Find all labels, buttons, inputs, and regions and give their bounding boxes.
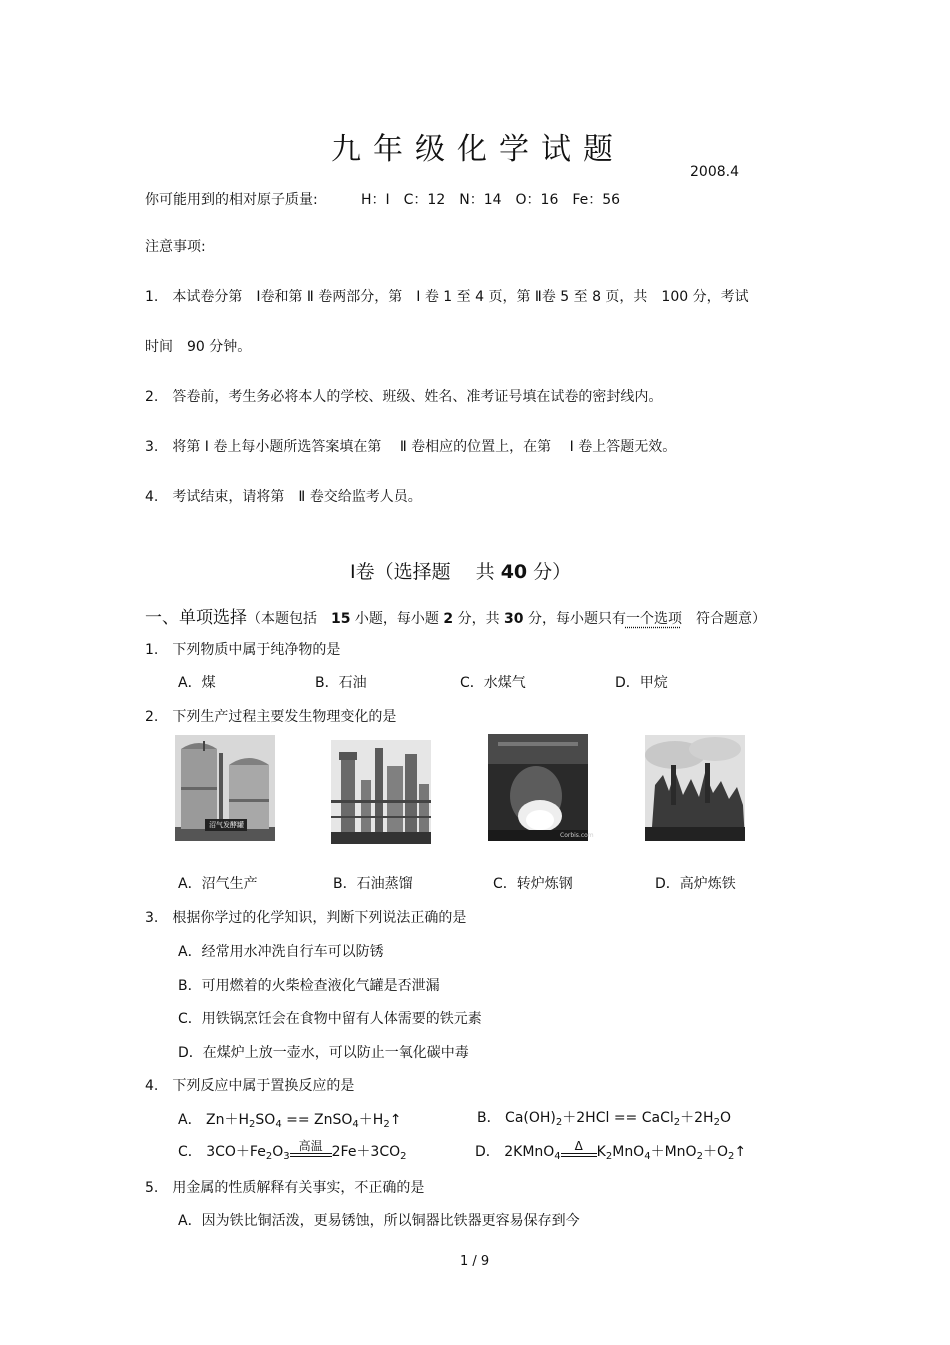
q4-b-label: B． (477, 1110, 501, 1126)
page-number: 1 / 9 (460, 1254, 490, 1269)
q4-a-label: A． (178, 1112, 202, 1128)
q4-d-equation: 2KMnO$_4$ Δ $K_2MnO_4+MnO_2+O_2↑$ (499, 1139, 747, 1162)
q4-option-b (477, 1109, 731, 1127)
part-desc: 分，每小题只有 (523, 611, 626, 627)
q4-stem: 4. 下列反应中属于置换反应的是 (145, 1078, 355, 1094)
refinery-photo (331, 740, 431, 844)
biogas-photo-caption: 沼气发酵罐 (209, 821, 244, 829)
q3-option-d: D．在煤炉上放一壶水，可以防止一氧化碳中毒 (178, 1045, 469, 1061)
q4-a-equation: $Zn+H_2SO_4$ == $ZnSO_4+H_2↑$ (201, 1112, 402, 1130)
biogas-tank-photo (175, 735, 275, 841)
part-name: 一、单项选择 (145, 608, 247, 628)
q4-c-equation: $3CO+Fe_2O_3$ 高温 $2Fe+3CO_2$ (201, 1139, 407, 1162)
part-num: 15 (331, 611, 351, 627)
q4-option-d (475, 1139, 747, 1165)
condition-high-temp: 高温 (298, 1139, 323, 1153)
q2-option-b: B．石油蒸馏 (333, 876, 413, 892)
part-desc: 分，共 (453, 611, 505, 627)
q4-option-c (178, 1139, 407, 1165)
q4-d-label: D． (475, 1144, 500, 1160)
q5-stem: 5. 用金属的性质解释有关事实，不正确的是 (145, 1180, 425, 1196)
notes-heading: 注意事项: (145, 239, 206, 255)
condition-heat: Δ (574, 1139, 583, 1153)
q5-option-a: A．因为铁比铜活泼，更易锈蚀，所以铜器比铁器更容易保存到今 (178, 1213, 580, 1229)
note-item-3: 3. 将第 Ⅰ 卷上每小题所选答案填在第 Ⅱ 卷相应的位置上，在第 Ⅰ 卷上答题无效。 (145, 439, 677, 455)
q1-option-d: D．甲烷 (615, 675, 668, 691)
q1-option-a: A．煤 (178, 675, 216, 691)
section-title-post: 分） (527, 561, 572, 583)
q3-option-b: B．可用燃着的火柴检查液化气罐是否泄漏 (178, 978, 440, 994)
note-item-4: 4. 考试结束，请将第 Ⅱ 卷交给监考人员。 (145, 489, 422, 505)
q1-option-b: B．石油 (315, 675, 367, 691)
atomic-mass-label: 你可能用到的相对原子质量: (145, 192, 318, 208)
atomic-mass-values: H：I C：12 N：14 O：16 Fe：56 (361, 192, 621, 208)
part-desc: （本题包括 (247, 611, 331, 627)
section-title-pre: Ⅰ卷（选择题 共 (350, 561, 501, 583)
q2-option-c: C．转炉炼钢 (493, 876, 573, 892)
part-each: 2 (443, 611, 454, 627)
q3-option-c: C．用铁锅烹饪会在食物中留有人体需要的铁元素 (178, 1011, 482, 1027)
q1-option-c: C．水煤气 (460, 675, 526, 691)
part-emphasis: 一个选项 (625, 611, 682, 627)
blast-furnace-photo (645, 735, 745, 841)
part-desc: 小题，每小题 (350, 611, 444, 627)
part-desc: 符合题意） (681, 611, 766, 627)
q4-c-label: C． (178, 1144, 202, 1160)
q4-b-equation: $Ca(OH)_2+2HCl$ == $CaCl_2+2H_2O$ (500, 1110, 731, 1128)
page-title: 九年级化学试题 (331, 132, 625, 167)
q2-option-d: D．高炉炼铁 (655, 876, 736, 892)
section-title-score: 40 (500, 561, 528, 583)
note-item-1: 1. 本试卷分第 Ⅰ卷和第 Ⅱ 卷两部分，第 Ⅰ 卷 1 至 4 页，第 Ⅱ卷 5 至 8 页，共 100 分，考试 (145, 289, 749, 305)
part-total: 30 (504, 611, 524, 627)
note-item-1-cont: 时间 90 分钟。 (145, 339, 252, 355)
note-item-2: 2. 答卷前，考生务必将本人的学校、班级、姓名、准考证号填在试卷的密封线内。 (145, 389, 663, 405)
exam-date: 2008.4 (690, 164, 739, 180)
q1-stem: 1. 下列物质中属于纯净物的是 (145, 642, 341, 658)
converter-steel-photo (488, 734, 594, 841)
converter-photo-caption: Corbis.com (560, 832, 594, 839)
section-title (350, 557, 571, 584)
q2-stem: 2. 下列生产过程主要发生物理变化的是 (145, 709, 397, 725)
q2-option-a: A．沼气生产 (178, 876, 258, 892)
q4-option-a (178, 1111, 401, 1129)
part-heading (145, 603, 766, 628)
q3-option-a: A．经常用水冲洗自行车可以防锈 (178, 944, 384, 960)
q3-stem: 3. 根据你学过的化学知识，判断下列说法正确的是 (145, 910, 467, 926)
